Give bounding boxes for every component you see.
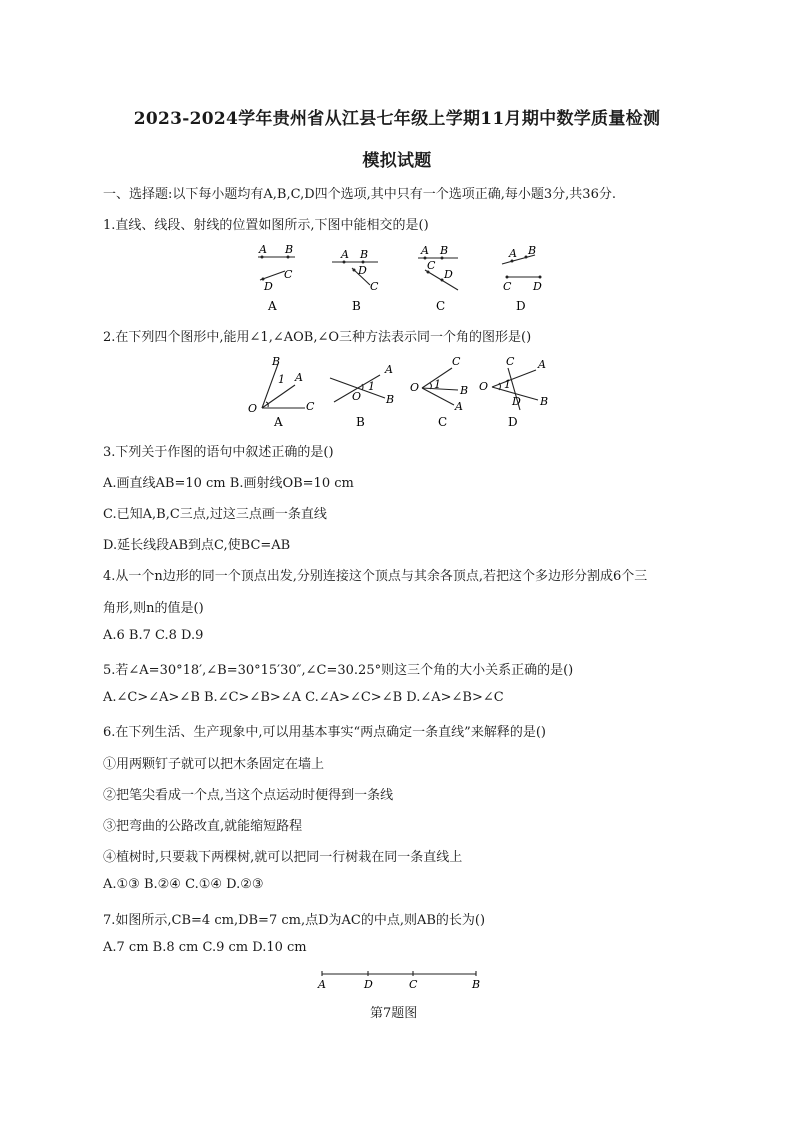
q2-d-label-a: A	[538, 358, 546, 371]
section-heading: 一、选择题:以下每小题均有A,B,C,D四个选项,其中只有一个选项正确,每小题3分,共36分.	[103, 187, 616, 202]
q2-a-label-b: B	[272, 355, 281, 368]
q2-d-label-b: B	[540, 395, 549, 408]
q1-d-label-b: B	[528, 244, 537, 257]
q1-caption-c: C	[436, 299, 446, 313]
q7-label-c: C	[409, 978, 418, 991]
q3-option-c: C.已知A,B,C三点,过这三点画一条直线	[103, 507, 327, 522]
q1-d-label-c: C	[503, 280, 512, 293]
q1-a-label-d: D	[264, 280, 273, 293]
q1-c-label-c: C	[427, 259, 436, 272]
q6-item-4: ④植树时,只要栽下两棵树,就可以把同一行树栽在同一条直线上	[103, 850, 463, 865]
q2-caption-c: C	[438, 415, 448, 429]
q5-options: A.∠C>∠A>∠B B.∠C>∠B>∠A C.∠A>∠C>∠B D.∠A>∠B>∠C	[103, 690, 504, 705]
q6-item-3: ③把弯曲的公路改直,就能缩短路程	[103, 819, 303, 834]
q2-b-label-b: B	[386, 393, 395, 406]
q1-b-label-c: C	[370, 280, 379, 293]
q1-stem: 1.直线、线段、射线的位置如图所示,下图中能相交的是()	[103, 218, 429, 233]
q2-d-label-1: 1	[504, 378, 511, 391]
q2-caption-a: A	[274, 415, 283, 429]
q1-c-label-b: B	[440, 244, 449, 257]
q1-caption-b: B	[352, 299, 361, 313]
q1-figure-d	[502, 255, 540, 277]
q2-a-label-c: C	[306, 400, 315, 413]
q6-item-1: ①用两颗钉子就可以把木条固定在墙上	[103, 757, 325, 772]
q2-caption-b: B	[356, 415, 365, 429]
q1-figure	[230, 240, 560, 319]
q1-c-label-a: A	[421, 244, 429, 257]
q2-b-label-a: A	[385, 363, 393, 376]
q7-figure	[310, 964, 490, 998]
q7-label-d: D	[364, 978, 373, 991]
q2-d-label-d: D	[512, 395, 521, 408]
q2-b-label-1: 1	[368, 380, 375, 393]
q2-a-label-o: O	[248, 402, 258, 415]
q2-d-label-o: O	[479, 380, 489, 393]
q1-c-label-d: D	[444, 268, 453, 281]
q7-options: A.7 cm B.8 cm C.9 cm D.10 cm	[103, 940, 307, 955]
q1-caption-d: D	[516, 299, 526, 313]
q4-stem-line-2: 角形,则n的值是()	[103, 601, 204, 616]
q3-stem: 3.下列关于作图的语句中叙述正确的是()	[103, 445, 334, 460]
q5-stem: 5.若∠A=30°18′,∠B=30°15′30″,∠C=30.25°则这三个角的大小关系正确的是()	[103, 663, 574, 678]
document-title-line-2: 模拟试题	[362, 151, 432, 171]
q7-segment	[322, 971, 476, 976]
q7-figure-caption: 第7题图	[370, 1006, 418, 1021]
q2-c-label-o: O	[410, 381, 420, 394]
q3-option-d: D.延长线段AB到点C,使BC=AB	[103, 538, 291, 553]
q2-a-label-a: A	[295, 371, 303, 384]
q2-c-label-a: A	[455, 400, 463, 413]
q1-d-label-a: A	[509, 247, 517, 260]
q4-stem-line-1: 4.从一个n边形的同一个顶点出发,分别连接这个顶点与其余各顶点,若把这个多边形分割成6个三	[103, 569, 648, 584]
q3-option-ab: A.画直线AB=10 cm B.画射线OB=10 cm	[103, 476, 354, 491]
q4-options: A.6 B.7 C.8 D.9	[103, 628, 204, 643]
q7-stem: 7.如图所示,CB=4 cm,DB=7 cm,点D为AC的中点,则AB的长为()	[103, 913, 486, 928]
q2-figure	[240, 350, 560, 436]
q2-stem: 2.在下列四个图形中,能用∠1,∠AOB,∠O三种方法表示同一个角的图形是()	[103, 330, 532, 345]
q1-caption-a: A	[268, 299, 277, 313]
q2-a-label-1: 1	[278, 373, 285, 386]
q1-a-label-c: C	[284, 268, 293, 281]
q2-c-label-b: B	[460, 384, 469, 397]
q6-options: A.①③ B.②④ C.①④ D.②③	[103, 877, 264, 892]
q1-b-label-d: D	[358, 264, 367, 277]
q1-a-label-b: B	[285, 243, 294, 256]
document-title-line-1: 2023-2024学年贵州省从江县七年级上学期11月期中数学质量检测	[133, 109, 661, 129]
q1-a-label-a: A	[259, 243, 267, 256]
q7-label-b: B	[472, 978, 481, 991]
q2-c-label-c: C	[452, 355, 461, 368]
q2-c-label-1: 1	[434, 378, 441, 391]
q6-item-2: ②把笔尖看成一个点,当这个点运动时便得到一条线	[103, 788, 394, 803]
q1-b-label-a: A	[341, 248, 349, 261]
q2-caption-d: D	[508, 415, 518, 429]
q2-d-label-c: C	[506, 355, 515, 368]
q7-label-a: A	[318, 978, 326, 991]
q2-b-label-o: O	[352, 390, 362, 403]
q1-b-label-b: B	[360, 248, 369, 261]
q6-stem: 6.在下列生活、生产现象中,可以用基本事实“两点确定一条直线”来解释的是()	[103, 725, 546, 740]
q1-d-label-d: D	[533, 280, 542, 293]
